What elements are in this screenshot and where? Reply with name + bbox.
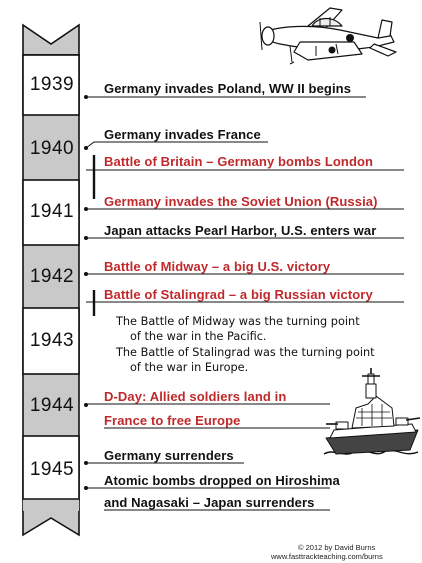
note-line-1: The Battle of Midway was the turning point	[116, 315, 360, 328]
event-germany-invades-poland: Germany invades Poland, WW II begins	[104, 81, 352, 96]
event-d-day-line-1: D-Day: Allied soldiers land in	[104, 389, 287, 404]
event-germany-surrenders: Germany surrenders	[104, 448, 234, 463]
year-1943: 1943	[29, 330, 75, 351]
year-1942: 1942	[29, 266, 75, 287]
note-line-3: The Battle of Stalingrad was the turning point	[116, 346, 375, 359]
year-1939: 1939	[29, 74, 75, 95]
battleship-illustration	[322, 368, 422, 463]
year-1944: 1944	[29, 395, 75, 416]
year-1941: 1941	[29, 201, 75, 222]
year-1945: 1945	[29, 459, 75, 480]
event-battle-of-britain: Battle of Britain – Germany bombs London	[104, 154, 374, 169]
credit-website: www.fasttrackteaching.com/burns	[271, 552, 383, 561]
note-line-4: of the war in Europe.	[130, 361, 249, 374]
event-d-day-line-2: France to free Europe	[104, 413, 241, 428]
event-germany-invades-soviet-union: Germany invades the Soviet Union (Russia)	[104, 194, 378, 209]
note-line-2: of the war in the Pacific.	[130, 330, 267, 343]
event-battle-of-stalingrad: Battle of Stalingrad – a big Russian victory	[104, 287, 373, 302]
credit-copyright: © 2012 by David Burns	[298, 543, 376, 552]
event-atomic-bombs-line-1: Atomic bombs dropped on Hiroshima	[104, 473, 340, 488]
event-germany-invades-france: Germany invades France	[104, 127, 261, 142]
event-atomic-bombs-line-2: and Nagasaki – Japan surrenders	[104, 495, 315, 510]
event-battle-of-midway: Battle of Midway – a big U.S. victory	[104, 259, 331, 274]
year-1940: 1940	[29, 138, 75, 159]
fighter-plane-illustration	[250, 2, 400, 72]
event-pearl-harbor: Japan attacks Pearl Harbor, U.S. enters war	[104, 223, 377, 238]
